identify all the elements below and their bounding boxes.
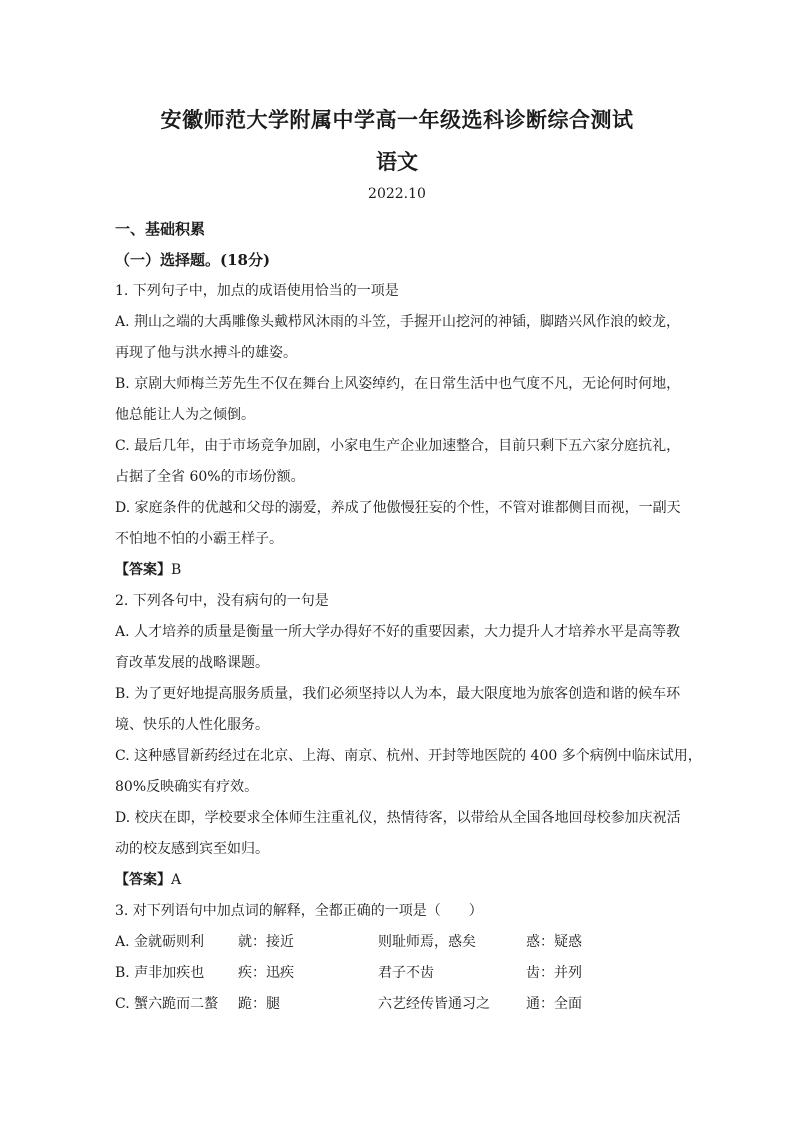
option-b-line-2: 境、快乐的人性化服务。	[115, 717, 269, 733]
option-d-line-1: D. 家庭条件的优越和父母的溺爱，养成了他傲慢狂妄的个性，不管对谁都侧目而视，一副天	[115, 500, 681, 516]
option-d-line-1: D. 校庆在即，学校要求全体师生注重礼仪，热情待客，以带给从全国各地回母校参加庆祝活	[115, 810, 681, 826]
option-row-b	[115, 958, 690, 989]
question-stem: 1. 下列句子中，加点的成语使用恰当的一项是	[115, 283, 399, 299]
exam-date: 2022.10	[368, 186, 426, 202]
option-a-line-1: A. 荆山之端的大禹雕像头戴栉风沐雨的斗笠，手握开山挖河的神锸，脚踏兴风作浪的蛟龙，	[115, 314, 681, 330]
question-stem: 2. 下列各句中，没有病句的一句是	[115, 593, 329, 609]
option-b-line-1: B. 京剧大师梅兰芳先生不仅在舞台上风姿绰约，在日常生活中也气度不凡，无论何时何地，	[115, 376, 681, 392]
answer-label: 【答案】	[115, 872, 171, 888]
phrase-1: C. 蟹六跪而二螯	[115, 996, 219, 1012]
option-a-line-1: A. 人才培养的质量是衡量一所大学办得好不好的重要因素，大力提升人才培养水平是高等教	[115, 624, 681, 640]
phrase-1: A. 金就砺则利	[115, 934, 205, 950]
option-a-line-2: 再现了他与洪水搏斗的雄姿。	[115, 345, 297, 361]
question-1	[115, 276, 690, 586]
gloss-1: 就：接近	[238, 934, 294, 950]
phrase-2: 则耻师焉，惑矣	[378, 934, 476, 950]
answer-label: 【答案】	[115, 562, 171, 578]
answer-line	[115, 555, 690, 586]
phrase-2: 六艺经传皆通习之	[378, 996, 490, 1012]
gloss-2: 通：全面	[526, 996, 582, 1012]
option-d-line-2: 不怕地不怕的小霸王样子。	[115, 531, 283, 547]
phrase-2: 君子不齿	[378, 965, 434, 981]
option-row-a	[115, 927, 690, 958]
gloss-1: 跪：腿	[238, 996, 280, 1012]
exam-title: 安徽师范大学附属中学高一年级选科诊断综合测试	[160, 107, 634, 132]
question-stem: 3. 对下列语句中加点词的解释，全都正确的一项是（ ）	[115, 903, 483, 919]
question-2	[115, 586, 702, 896]
answer-line	[115, 865, 690, 896]
subject-title: 语文	[376, 149, 418, 174]
question-3	[115, 896, 690, 1020]
phrase-1: B. 声非加疾也	[115, 965, 205, 981]
subsection-heading: （一）选择题。(18分)	[115, 251, 271, 269]
gloss-2: 惑：疑惑	[526, 934, 582, 950]
option-c-line-1: C. 这种感冒新药经过在北京、上海、南京、杭州、开封等地医院的 400 多个病例中临床试用，	[115, 748, 702, 764]
option-row-c	[115, 989, 690, 1020]
option-b-line-2: 他总能让人为之倾倒。	[115, 407, 255, 423]
answer-value: A	[171, 872, 182, 888]
option-b-line-1: B. 为了更好地提高服务质量，我们必须坚持以人为本，最大限度地为旅客创造和谐的候车环	[115, 686, 681, 702]
option-a-line-2: 育改革发展的战略课题。	[115, 655, 269, 671]
exam-content	[115, 214, 702, 1020]
answer-value: B	[171, 562, 182, 578]
option-c-line-2: 80%反映确实有疗效。	[115, 779, 259, 795]
gloss-1: 疾：迅疾	[238, 965, 294, 981]
option-d-line-2: 动的校友感到宾至如归。	[115, 841, 269, 857]
option-c-line-2: 占据了全省 60%的市场份额。	[115, 469, 305, 485]
option-c-line-1: C. 最后几年，由于市场竞争加剧，小家电生产企业加速整合，目前只剩下五六家分庭抗礼，	[115, 438, 681, 454]
section-heading: 一、基础积累	[115, 220, 206, 238]
gloss-2: 齿：并列	[526, 965, 582, 981]
